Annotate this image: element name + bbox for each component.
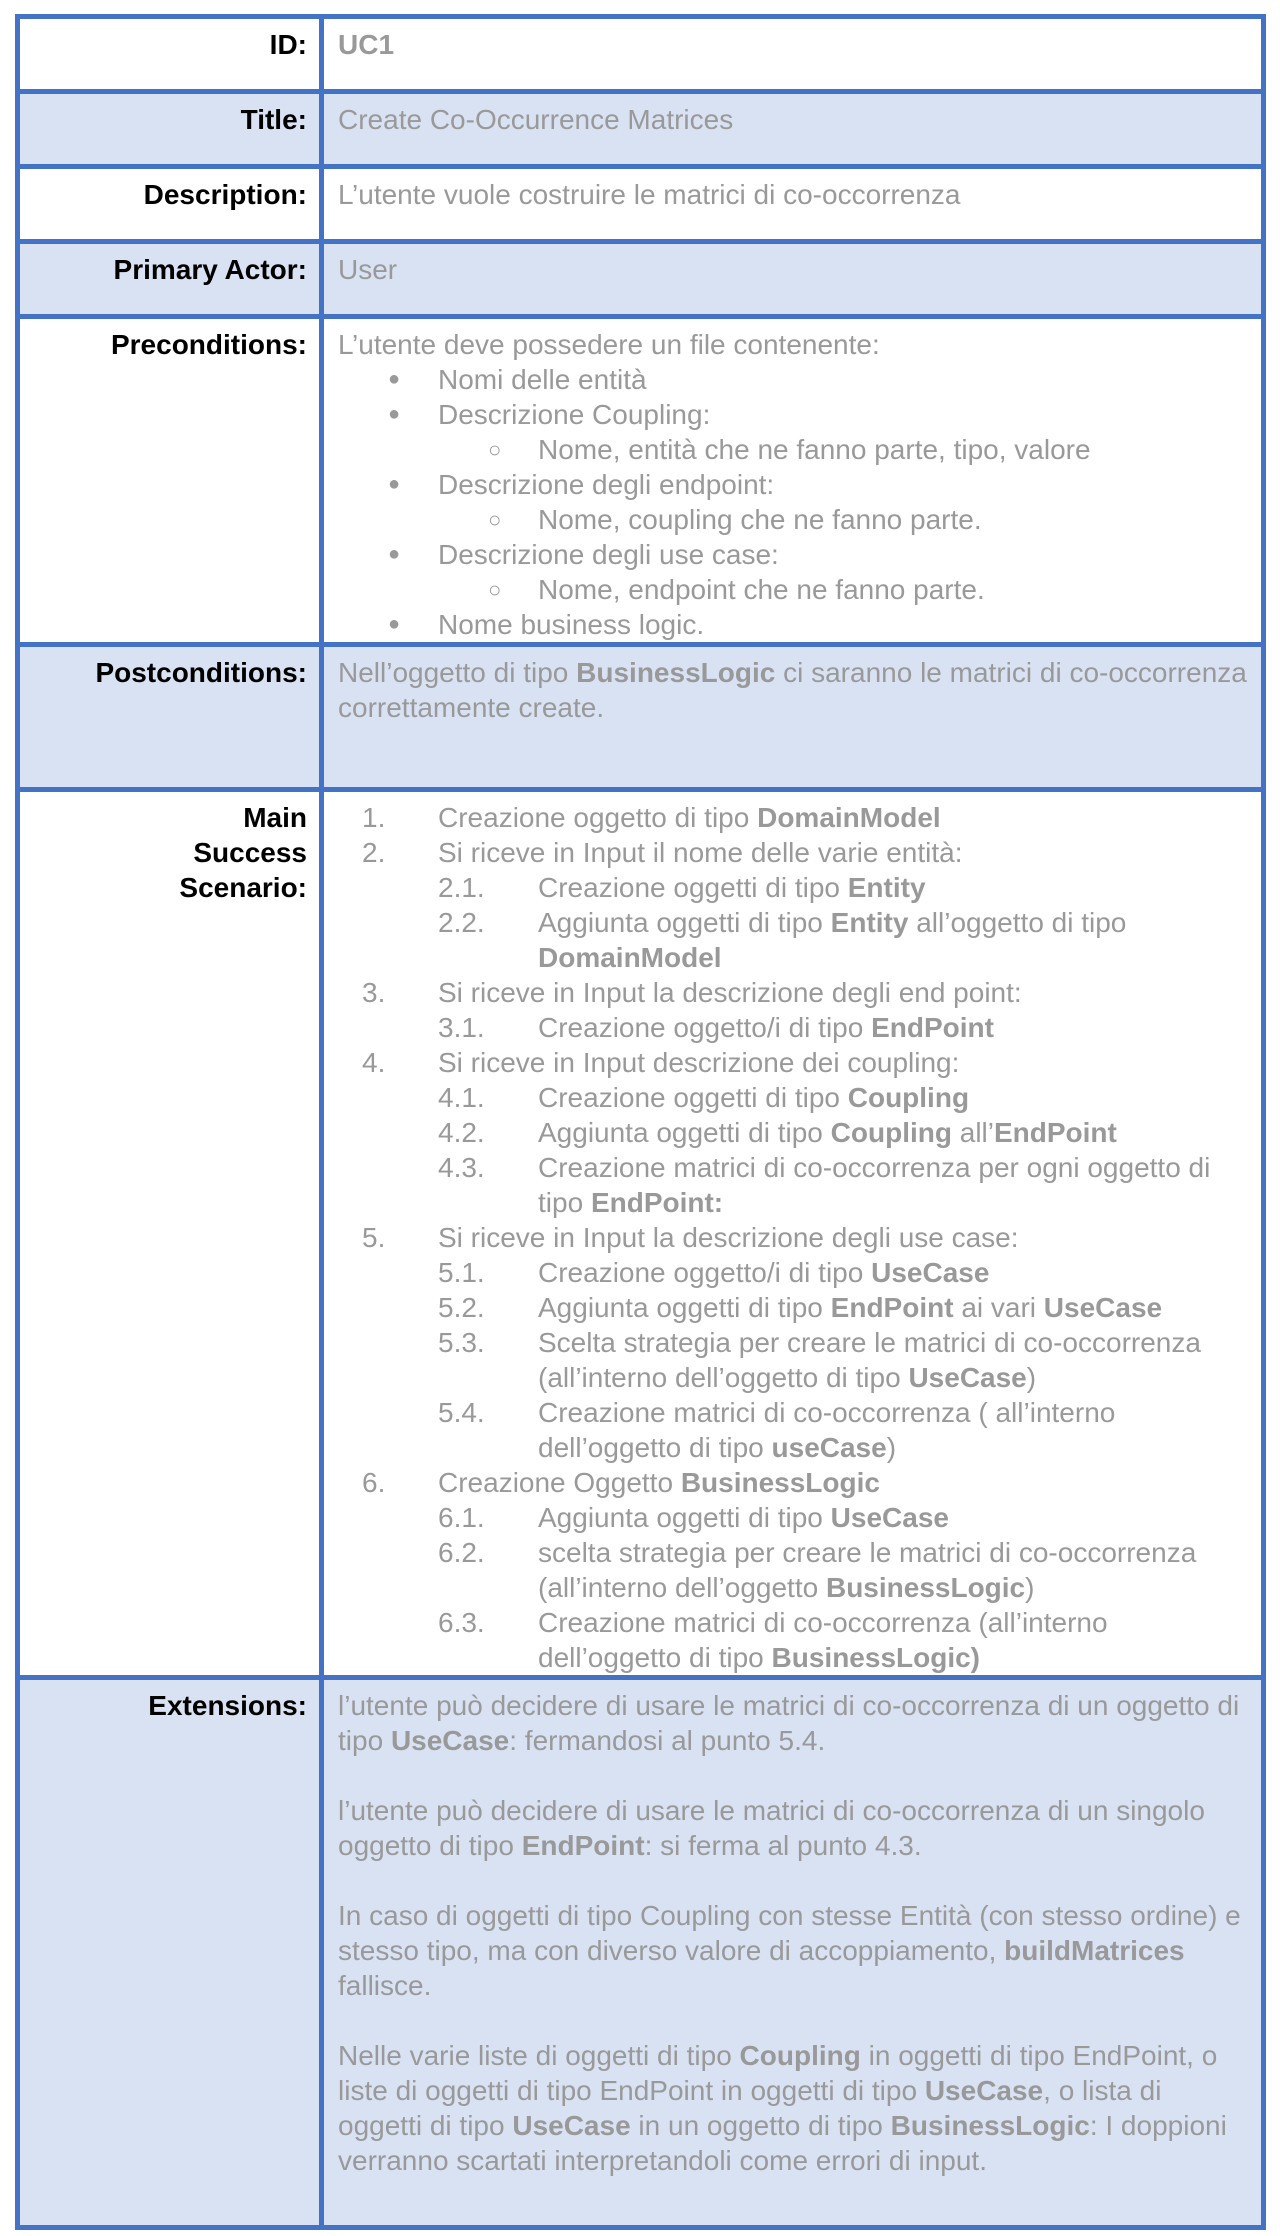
substep-text — [538, 1010, 1251, 1045]
extension-paragraph — [338, 1793, 1251, 1863]
substep-text: scelta strategia per creare le matrici di co-occorrenza (all’interno dell’oggetto — [538, 1537, 1197, 1603]
extensions-value — [322, 1678, 1264, 2228]
step-bold-text: DomainModel — [757, 802, 941, 833]
use-case-table — [15, 14, 1266, 2230]
main-success-label-line: Scenario: — [179, 872, 307, 903]
substep-bold-text: UseCase — [1043, 1292, 1163, 1323]
substep-text: ) — [886, 1432, 897, 1463]
extension-bold-text: buildMatrices — [1004, 1935, 1185, 1966]
substep-text — [538, 1535, 1251, 1605]
primary-actor-value: User — [322, 242, 1264, 317]
substep-number: 5.3. — [438, 1327, 485, 1358]
step-text: Creazione oggetto di tipo — [438, 802, 758, 833]
extension-bold-text: EndPoint — [521, 1830, 645, 1861]
substep-number: 2.2. — [438, 907, 485, 938]
step-text: Si riceve in Input il nome delle varie entità: — [438, 837, 963, 868]
step-number: 3. — [362, 977, 386, 1008]
step-text: Si riceve in Input la descrizione degli use case: — [438, 1222, 1019, 1253]
extensions-label: Extensions: — [18, 1678, 322, 2228]
substep-list — [438, 1500, 1251, 1675]
postconditions-value — [322, 645, 1264, 790]
id-value: UC1 — [322, 17, 1264, 92]
extension-bold-text: UseCase — [390, 1725, 510, 1756]
main-success-label — [18, 790, 322, 1678]
extension-text: in oggetti di tipo EndPoint, o liste di oggetti di tipo EndPoint in oggetti di tipo — [338, 2040, 1218, 2106]
step-item — [338, 1465, 1251, 1675]
substep-text: ) — [1026, 1362, 1037, 1393]
step-number: 5. — [362, 1222, 386, 1253]
precondition-item — [338, 537, 1251, 607]
row-extensions — [18, 1678, 1264, 2228]
precondition-item-text: Nome business logic. — [438, 609, 705, 640]
step-text — [438, 835, 1251, 870]
substep-bold-text: Coupling — [830, 1117, 952, 1148]
substep-list — [438, 1255, 1251, 1465]
step-text — [438, 975, 1251, 1010]
extension-text: Nelle varie liste di oggetti di tipo — [338, 2040, 740, 2071]
precondition-sublist — [438, 432, 1251, 467]
substep-number: 4.1. — [438, 1082, 485, 1113]
step-item — [338, 975, 1251, 1045]
precondition-subitem: ○ Nome, entità che ne fanno parte, tipo, valore — [438, 432, 1251, 467]
extension-text: : si ferma al punto 4.3. — [644, 1830, 922, 1861]
step-number: 6. — [362, 1467, 386, 1498]
substep-item — [438, 1115, 1251, 1150]
substep-text: Creazione oggetti di tipo — [538, 872, 848, 903]
precondition-sublist — [438, 502, 1251, 537]
postconditions-text-1: Nell’oggetto di tipo — [338, 657, 577, 688]
substep-item — [438, 1605, 1251, 1675]
substep-item — [438, 1325, 1251, 1395]
substep-item — [438, 1395, 1251, 1465]
substep-item — [438, 1010, 1251, 1045]
step-item — [338, 835, 1251, 975]
extension-text: l’utente può decidere di usare le matrici di co-occorrenza di un singolo oggetto di tipo — [338, 1795, 1205, 1861]
row-title — [18, 92, 1264, 167]
primary-actor-label: Primary Actor: — [18, 242, 322, 317]
substep-number: 5.2. — [438, 1292, 485, 1323]
precondition-item-text: Descrizione Coupling: — [438, 399, 711, 430]
substep-text: all’ — [951, 1117, 994, 1148]
precondition-item — [338, 397, 1251, 467]
preconditions-label: Preconditions: — [18, 317, 322, 645]
step-text: Si riceve in Input la descrizione degli end point: — [438, 977, 1022, 1008]
substep-number: 3.1. — [438, 1012, 485, 1043]
precondition-item-text: Descrizione degli use case: — [438, 539, 779, 570]
substep-text — [538, 1150, 1251, 1220]
substep-bold-text: useCase — [771, 1432, 887, 1463]
substep-number: 6.3. — [438, 1607, 485, 1638]
substep-number: 4.2. — [438, 1117, 485, 1148]
extension-bold-text: BusinessLogic — [890, 2110, 1090, 2141]
postconditions-label: Postconditions: — [18, 645, 322, 790]
substep-text — [538, 1290, 1251, 1325]
step-number: 1. — [362, 802, 386, 833]
substep-text: Aggiunta oggetti di tipo — [538, 907, 831, 938]
substep-bold-text: EndPoint: — [590, 1187, 724, 1218]
row-preconditions — [18, 317, 1264, 645]
substep-number: 5.4. — [438, 1397, 485, 1428]
substep-number: 6.2. — [438, 1537, 485, 1568]
substep-text: Creazione matrici di co-occorrenza (all’interno dell’oggetto di tipo — [538, 1607, 1108, 1673]
substep-item — [438, 1255, 1251, 1290]
extension-paragraph — [338, 1688, 1251, 1758]
substep-item — [438, 1080, 1251, 1115]
step-item — [338, 1045, 1251, 1220]
postconditions-businesslogic: BusinessLogic — [576, 657, 776, 688]
substep-text — [538, 1605, 1251, 1675]
preconditions-value — [322, 317, 1264, 645]
row-primary-actor — [18, 242, 1264, 317]
step-text: Creazione Oggetto — [438, 1467, 681, 1498]
step-text — [438, 1465, 1251, 1500]
step-text — [438, 1220, 1251, 1255]
title-label: Title: — [18, 92, 322, 167]
extension-bold-text: UseCase — [924, 2075, 1044, 2106]
substep-text — [538, 1325, 1251, 1395]
precondition-subitem: ○ Nome, endpoint che ne fanno parte. — [438, 572, 1251, 607]
step-text — [438, 800, 1251, 835]
substep-number: 6.1. — [438, 1502, 485, 1533]
main-success-label-line: Success — [193, 837, 307, 868]
preconditions-list — [338, 362, 1251, 642]
substep-item — [438, 870, 1251, 905]
substep-text: ) — [1025, 1572, 1035, 1603]
precondition-sublist — [438, 572, 1251, 607]
substep-text: Creazione oggetto/i di tipo — [538, 1257, 872, 1288]
extension-text: In caso di oggetti di tipo Coupling con stesse Entità (con stesso ordine) e stesso tipo, ma con diverso valore di accoppiamento, — [338, 1900, 1241, 1966]
substep-text: Creazione matrici di co-occorrenza ( all’interno dell’oggetto di tipo — [538, 1397, 1116, 1463]
substep-number: 5.1. — [438, 1257, 485, 1288]
preconditions-intro: L’utente deve possedere un file contenente: — [338, 329, 880, 360]
substep-bold-text: Entity — [830, 907, 909, 938]
extension-text: , o lista di oggetti di tipo — [338, 2075, 1162, 2141]
row-description — [18, 167, 1264, 242]
substep-bold-text: BusinessLogic) — [771, 1642, 980, 1673]
step-number: 2. — [362, 837, 386, 868]
substep-item — [438, 1290, 1251, 1325]
postconditions-text-2: ci saranno le matrici di co-occorrenza correttamente create. — [338, 657, 1247, 723]
precondition-item — [338, 362, 1251, 397]
row-main-success-scenario — [18, 790, 1264, 1678]
main-success-label-line: Main — [243, 802, 307, 833]
substep-bold-text: UseCase — [830, 1502, 949, 1533]
substep-text: ai vari — [953, 1292, 1044, 1323]
substep-list — [438, 1080, 1251, 1220]
extension-text: in un oggetto di tipo — [630, 2110, 891, 2141]
substep-number: 4.3. — [438, 1152, 485, 1183]
substep-text: all’oggetto di tipo — [908, 907, 1127, 938]
substep-text: Aggiunta oggetti di tipo — [538, 1117, 831, 1148]
substep-text: Aggiunta oggetti di tipo — [538, 1292, 831, 1323]
substep-bold-text: Entity — [847, 872, 926, 903]
title-value: Create Co-Occurrence Matrices — [322, 92, 1264, 167]
substep-item — [438, 905, 1251, 975]
step-item — [338, 800, 1251, 835]
substep-bold-text: EndPoint — [993, 1117, 1117, 1148]
substep-text — [538, 1115, 1251, 1150]
step-item — [338, 1220, 1251, 1465]
substep-text — [538, 1500, 1251, 1535]
precondition-item-text: Nomi delle entità — [438, 364, 647, 395]
precondition-subitem: ○ Nome, coupling che ne fanno parte. — [438, 502, 1251, 537]
substep-text — [538, 1080, 1251, 1115]
precondition-item — [338, 467, 1251, 537]
substep-text — [538, 1255, 1251, 1290]
step-text — [438, 1045, 1251, 1080]
description-label: Description: — [18, 167, 322, 242]
extension-text: : fermandosi al punto 5.4. — [509, 1725, 826, 1756]
step-bold-text: BusinessLogic — [680, 1467, 880, 1498]
main-success-value — [322, 790, 1264, 1678]
substep-item — [438, 1500, 1251, 1535]
substep-bold-text: EndPoint — [871, 1012, 994, 1043]
substep-bold-text: Coupling — [847, 1082, 970, 1113]
substep-item — [438, 1535, 1251, 1605]
substep-item — [438, 1150, 1251, 1220]
substep-text: Creazione matrici di co-occorrenza per ogni oggetto di tipo — [538, 1152, 1211, 1218]
extension-bold-text: UseCase — [512, 2110, 631, 2141]
substep-text — [538, 870, 1251, 905]
step-number: 4. — [362, 1047, 386, 1078]
row-id — [18, 17, 1264, 92]
substep-bold-text: EndPoint — [830, 1292, 954, 1323]
extension-text: : I doppioni verranno scartati interpretandoli come errori di input. — [338, 2110, 1227, 2176]
substep-text — [538, 905, 1251, 975]
substep-bold-text: UseCase — [871, 1257, 990, 1288]
id-label: ID: — [18, 17, 322, 92]
substep-text: Creazione oggetto/i di tipo — [538, 1012, 872, 1043]
precondition-item — [338, 607, 1251, 642]
extension-text: fallisce. — [338, 1970, 432, 2001]
precondition-item-text: Descrizione degli endpoint: — [438, 469, 775, 500]
substep-bold-text: UseCase — [908, 1362, 1027, 1393]
extension-text: l’utente può decidere di usare le matrici di co-occorrenza di un oggetto di tipo — [338, 1690, 1240, 1756]
substep-text: Aggiunta oggetti di tipo — [538, 1502, 831, 1533]
substep-number: 2.1. — [438, 872, 485, 903]
extension-bold-text: Coupling — [739, 2040, 861, 2071]
main-success-steps — [338, 800, 1251, 1675]
substep-text: Creazione oggetti di tipo — [538, 1082, 848, 1113]
description-value: L’utente vuole costruire le matrici di co-occorrenza — [322, 167, 1264, 242]
substep-bold-text: DomainModel — [538, 942, 722, 973]
extension-paragraph — [338, 2038, 1251, 2178]
row-postconditions — [18, 645, 1264, 790]
substep-bold-text: BusinessLogic — [825, 1572, 1026, 1603]
step-text: Si riceve in Input descrizione dei coupling: — [438, 1047, 960, 1078]
substep-list — [438, 1010, 1251, 1045]
substep-list — [438, 870, 1251, 975]
substep-text — [538, 1395, 1251, 1465]
substep-text: Scelta strategia per creare le matrici di co-occorrenza (all’interno dell’oggetto di tipo — [538, 1327, 1201, 1393]
extension-paragraph — [338, 1898, 1251, 2003]
